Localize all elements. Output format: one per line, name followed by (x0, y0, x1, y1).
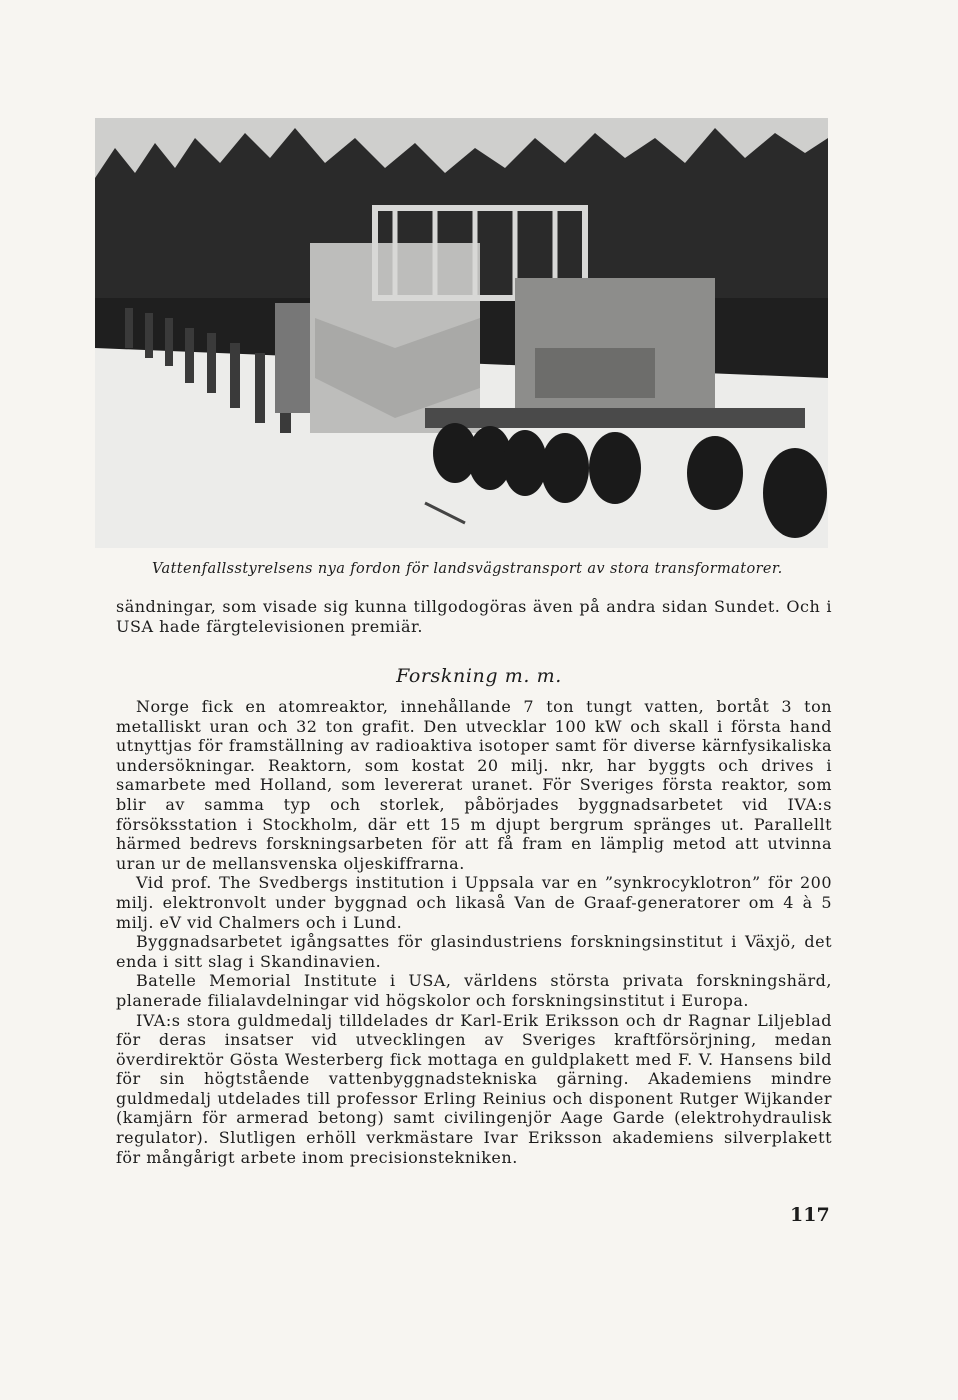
research-body (116, 697, 832, 1167)
paragraph-glass-institute: Byggnadsarbetet igångsattes för glasindustriens forskningsinstitut i Växjö, det enda i sitt slag i Skandinavien. (116, 932, 832, 971)
paragraph-iva-medals: IVA:s stora guldmedalj tilldelades dr Karl-Erik Eriksson och dr Ragnar Liljeblad för deras insatser vid utvecklingen av Sveriges kraftförsörjning, medan överdirektör Gösta Westerberg fick mottaga en guldplakett med F. V. Hansens bild för sin högtstående vattenbyggnadstekniska gärning. Akademiens mindre guldmedalj utdelades till professor Erling Reinius och disponent Rutger Wijkander (kamjärn för armerad betong) samt civilingenjör Aage Garde (elektrohydraulisk regulator). Slutligen erhöll verkmästare Ivar Eriksson akademiens silverplakett för mångårigt arbete inom precisionstekniken. (116, 1010, 832, 1167)
intro-paragraph-block (116, 597, 832, 636)
photo-transport-vehicle (95, 118, 828, 548)
photo-caption: Vattenfallsstyrelsens nya fordon för landsvägstransport av stora transformatorer. (152, 561, 783, 577)
paragraph-reactor: Norge fick en atomreaktor, innehållande 7 ton tungt vatten, bortåt 3 ton metalliskt uran och 32 ton grafit. Den utvecklar 100 kW och skall i första hand utnyttjas för framställning av radioaktiva isotoper samt för diverse kärnfysikaliska undersökningar. Reaktorn, som kostat 20 milj. nkr, har byggts och drives i samarbete med Holland, som levererat uranet. För Sveriges första reaktor, som blir av samma typ och storlek, påbörjades byggnadsarbetet vid IVA:s försöksstation i Stockholm, där ett 15 m djupt bergrum spränges ut. Parallellt härmed bedrevs forskningsarbeten för att få fram en lämplig metod att utvinna uran ur de mellansvenska oljeskiffrarna. (116, 697, 832, 873)
paragraph-synkrocyklotron: Vid prof. The Svedbergs institution i Uppsala var en ”synkrocyklotron” för 200 milj. elektronvolt under byggnad och likaså Van de Graaf-generatorer om 4 à 5 milj. eV vid Chalmers och i Lund. (116, 873, 832, 932)
page-number: 117 (790, 1204, 830, 1226)
section-heading: Forskning m. m. (396, 665, 562, 687)
paragraph-batelle: Batelle Memorial Institute i USA, världens största privata forskningshärd, planerade filialavdelningar vid högskolor och forskningsinstitut i Europa. (116, 971, 832, 1010)
intro-paragraph: sändningar, som visade sig kunna tillgodogöras även på andra sidan Sundet. Och i USA hade färgtelevisionen premiär. (116, 597, 832, 636)
photo-illustration (95, 118, 828, 548)
